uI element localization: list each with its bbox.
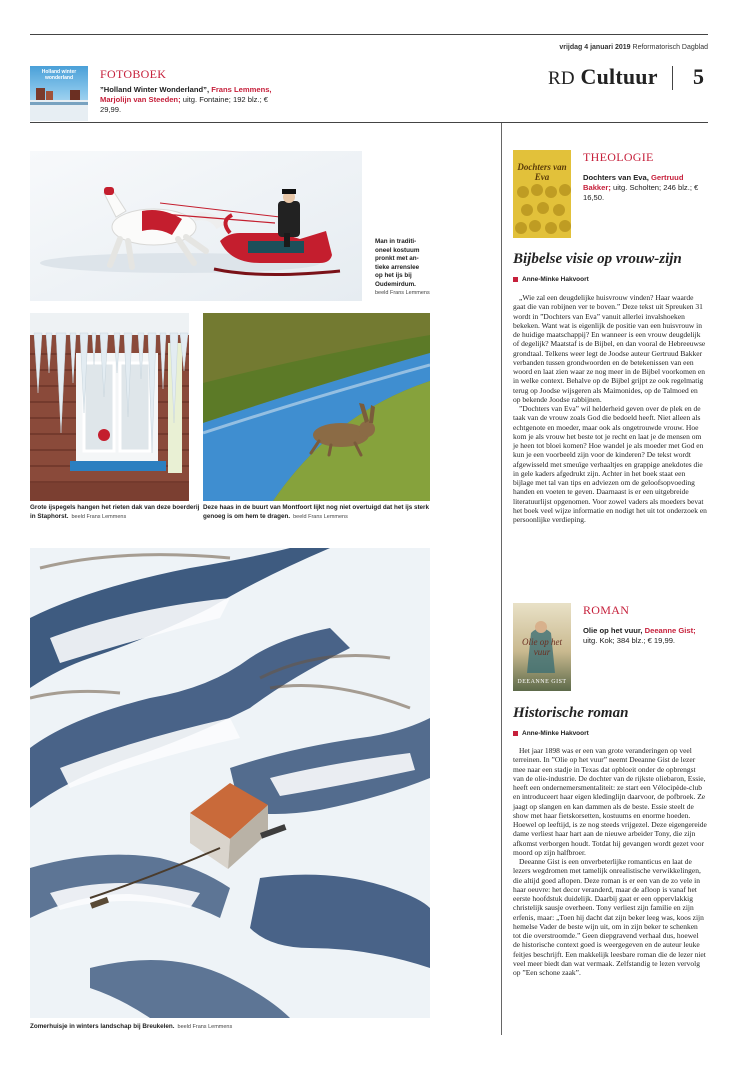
byline-marker xyxy=(513,277,518,282)
sleigh-caption-line: Oudemirdum. xyxy=(375,280,416,288)
paper-name: Reformatorisch Dagblad xyxy=(632,44,708,51)
theologie-info xyxy=(583,173,701,203)
aerial-photo xyxy=(30,548,430,1018)
roman-details: uitg. Kok; 384 blz.; € 19,99. xyxy=(583,636,676,645)
icicles-caption-text: Grote ijspegels hangen het rieten dak van deze boerderij in Staphorst. xyxy=(30,504,200,520)
date: vrijdag 4 januari 2019 xyxy=(559,44,631,51)
fotoboek-title: ”Holland Winter Wonderland”, xyxy=(100,85,210,94)
aerial-caption xyxy=(30,1023,430,1032)
icicles-caption xyxy=(30,504,200,521)
roman-cover-title: Olie op het vuur xyxy=(522,637,562,657)
roman-article xyxy=(513,746,707,977)
sleigh-caption-line: tieke arrenslee xyxy=(375,263,420,271)
roman-byline-name: Anne-Minke Hakvoort xyxy=(522,730,589,737)
sleigh-caption-line: oneel kostuum xyxy=(375,246,420,254)
article-paragraph: Deeanne Gist is een onverbeterlijke romanticus en laat de lezers wegdromen met tamelijk onrealistische verwikkelingen, die altijd goed aflopen. Deze roman is er een van de zo vele in haar oeuvre: het decor veranderd, maar de afloop is vanaf het eerste hoofdstuk duidelijk. Daarbij gaat er een oppervlakkig christelijk sausje overheen. Tony verliest zijn familie en zijn erfenis, maar: „Toen hij dacht dat zijn beker leeg was, koos zijn hemelse Vader de beste wijn uit, om in zijn beker te schenken tot die overstroomde.” Geen diepgravend verhaal dus, hoewel de historische context goed is weergegeven en de auteur leuke feitjes beschrijft. Een makkelijk leesbare roman die de lezer niet veel meer biedt dan wat vermaak. Zelfstandig te lezen vervolg op ”Een schone zaak”. xyxy=(513,857,706,977)
sleigh-caption-line: op het ijs bij xyxy=(375,272,412,279)
fotoboek-cover xyxy=(30,66,88,121)
roman-label: ROMAN xyxy=(583,603,630,617)
column-divider xyxy=(501,123,502,1035)
roman-cover-author: DEEANNE GIST xyxy=(517,679,567,685)
sleigh-caption xyxy=(375,238,445,298)
theologie-headline: Bijbelse visie op vrouw-zijn xyxy=(513,251,682,267)
roman-cover xyxy=(513,603,571,691)
masthead xyxy=(548,64,658,90)
theologie-title: Dochters van Eva, xyxy=(583,173,649,182)
roman-headline: Historische roman xyxy=(513,705,629,721)
theologie-cover xyxy=(513,150,571,238)
theologie-byline xyxy=(513,276,589,283)
hare-caption-text: Deze haas in de buurt van Montfoort lijkt nog niet overtuigd dat het ijs sterk genoeg is om hem te dragen. xyxy=(203,504,430,520)
theologie-cover-title: Dochters van Eva xyxy=(517,162,567,182)
icicles-photo-art xyxy=(30,313,189,501)
theologie-authors: Gertruud Bakker; xyxy=(583,173,684,192)
aerial-photo-art xyxy=(30,548,430,1018)
theologie-article xyxy=(513,293,707,524)
aerial-credit: beeld Frans Lemmens xyxy=(177,1024,233,1030)
fotoboek-label: FOTOBOEK xyxy=(100,67,167,81)
dateline xyxy=(559,44,708,51)
theologie-details: uitg. Scholten; 246 blz.; € 16,50. xyxy=(583,183,699,202)
aerial-caption-text: Zomerhuisje in winters landschap bij Breukelen. xyxy=(30,1023,175,1030)
hare-caption xyxy=(203,504,435,521)
hare-photo-art xyxy=(203,313,430,501)
fotoboek-cover-title: Holland winter wonderland xyxy=(41,69,77,81)
top-rule xyxy=(30,34,708,35)
icicles-credit: beeld Frans Lemmens xyxy=(71,513,127,520)
sleigh-credit: beeld Frans Lemmens xyxy=(375,290,430,296)
icicles-photo xyxy=(30,313,189,501)
masthead-rd: RD xyxy=(548,68,575,89)
fotoboek-info xyxy=(100,85,280,115)
fotoboek-authors: Frans Lemmens, Marjolijn van Steeden; xyxy=(100,85,272,104)
roman-info xyxy=(583,626,705,646)
sleigh-photo xyxy=(30,151,362,301)
article-paragraph: Het jaar 1898 was er een van grote veranderingen op veel terreinen. In ”Olie op het vuur” neemt Deeanne Gist de lezer mee naar een stadje in Texas dat opbloeit onder de opbrengst van de olie-industrie. De dochter van de rijkste oliebaron, Essie, heeft een ondernemersmentaliteit: ze start een Vélocipède-club en introduceert haar eigen kledinglijn daarvoor, de pofbroek. Ze jaagt op slangen en kan dammen als de beste. Essie steelt de show met haar fietskorsetten, kostuums en enorme hoeden. Hoewel op leeftijd, is ze nog steeds vrijgezel. Deze eigengereide dame verliest haar hart aan de nieuwe arbeider Tony, die zijn afkomst verborgen houdt. Totdat hij gevangen wordt gezet voor moord op zijn halfbroer. xyxy=(513,746,707,857)
sleigh-photo-art xyxy=(30,151,362,301)
fotoboek-details: uitg. Fontaine; 192 blz.; € 29,99. xyxy=(100,95,269,114)
theologie-byline-name: Anne-Minke Hakvoort xyxy=(522,276,589,283)
hare-photo xyxy=(203,313,430,501)
byline-marker xyxy=(513,731,518,736)
roman-authors: Deeanne Gist; xyxy=(644,626,696,635)
sleigh-caption-line: Man in traditi- xyxy=(375,238,417,245)
hare-credit: beeld Frans Lemmens xyxy=(293,513,348,520)
sleigh-caption-line: pronkt met an- xyxy=(375,255,419,262)
masthead-section: Cultuur xyxy=(580,64,658,89)
article-paragraph: „Wie zal een deugdelijke huisvrouw vinden? Haar waarde gaat die van robijnen ver te boven.” Deze tekst uit Spreuken 31 wordt in ”Dochters van Eva” vanuit allerlei invalshoeken bekeken. Want wat is eigenlijk de positie van een huisvrouw in de huidige maatschappij? En wanneer is een vrouw deugdelijk of degelijk? Maatstaf is de Bijbel, en dan vooral de Hebreeuwse grondtaal. Telkens weer legt de Joodse auteur Gertruud Bakker verbanden tussen grondwoorden en de betekenissen van een woord en laat zien waar ze nog meer in de Bijbel voorkomen en in welke context. Behalve op de Bijbel grijpt ze ook regelmatig terug op Joodse wijsgeren als Maimonides, op de Talmoed en op bekende Joodse rabbijnen. xyxy=(513,293,706,404)
header-bottom-rule xyxy=(30,122,708,123)
roman-title: Olie op het vuur, xyxy=(583,626,643,635)
roman-byline xyxy=(513,730,589,737)
theologie-label: THEOLOGIE xyxy=(583,150,654,164)
masthead-divider xyxy=(672,66,673,90)
article-paragraph: ”Dochters van Eva” wil helderheid geven over de plek en de taak van de vrouw zoals God die bedoeld heeft. Niet alleen als echtgenote en moeder, maar ook als ongetrouwde vrouw. Hoe kom je als vrouw het beste tot je recht en laat je de mensen om je heen tot bloei komen? Hoe wandel je als moeder met God en kun je een voorbeeld zijn voor de kinderen? De tekst wordt afgewisseld met smeuïge verhaaltjes en grappige anekdotes die in gele kaders afgedrukt zijn. Achter in het boek staat een bijlage met tal van tips en adviezen om de geloofsopvoeding handen en voeten te geven. Daarnaast is er een uitgebreide literatuurlijst opgenomen. Voor zowel vaders als moeders bevat het boek veel wijze informatie en nodigt het uit tot onderzoek en persoonlijke verdieping. xyxy=(513,404,707,524)
page-number: 5 xyxy=(693,64,704,89)
